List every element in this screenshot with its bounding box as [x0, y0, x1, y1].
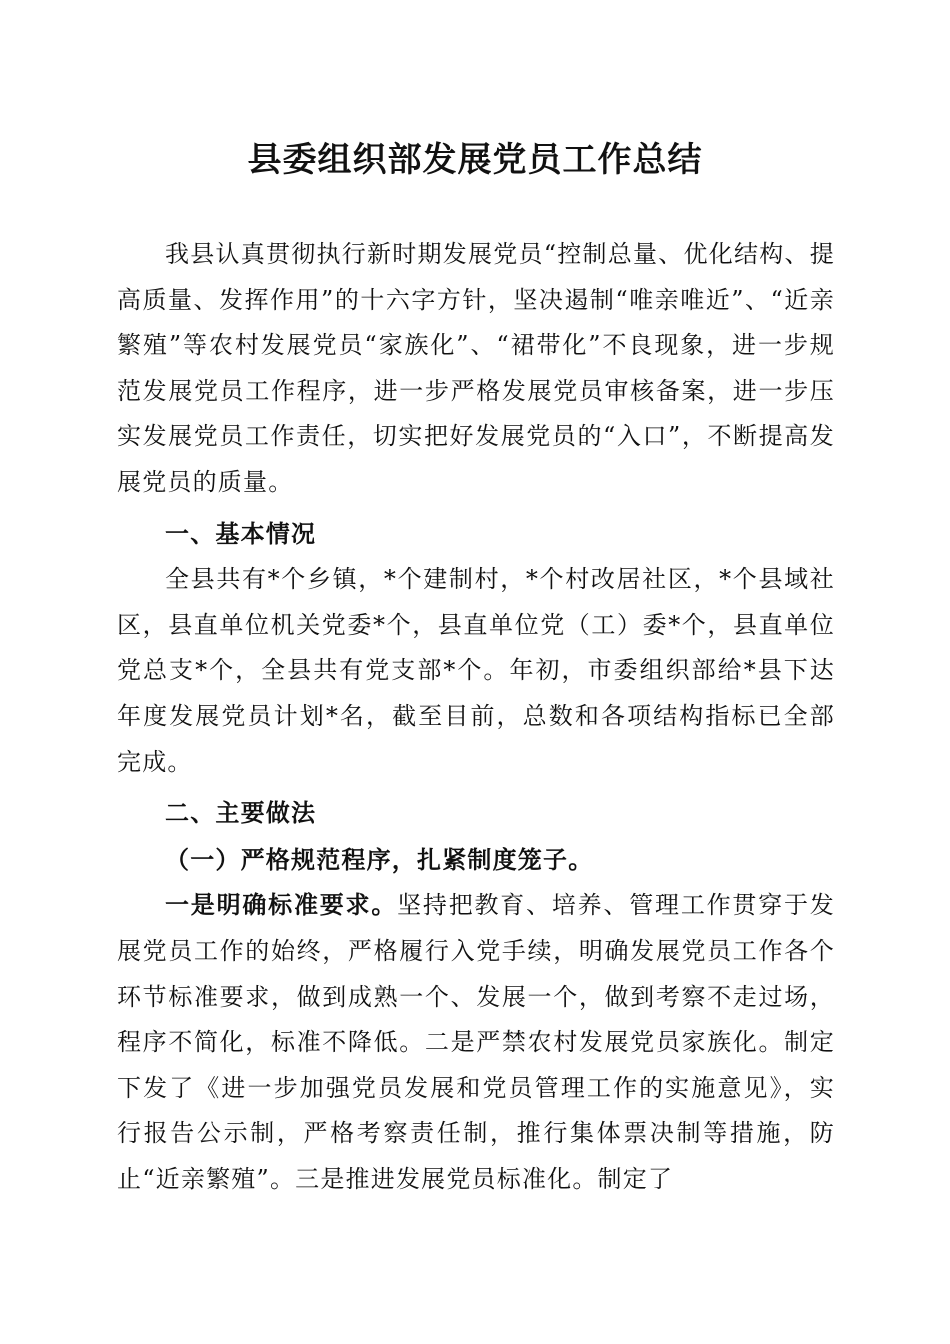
subsection-heading-standardize-procedures: （一）严格规范程序，扎紧制度笼子。 [165, 844, 594, 874]
document-title: 县委组织部发展党员工作总结 [247, 140, 703, 180]
paragraph-lead: 一是明确标准要求。 [165, 890, 398, 920]
basic-situation-paragraph: 全县共有*个乡镇，*个建制村，*个村改居社区，*个县域社区，县直单位机关党委*个，县直单位党（工）委*个，县直单位党总支*个，全县共有党支部*个。年初，市委组织部给*县下达年度发展党员计划*名，截至目前，总数和各项结构指标已全部完成。 [117, 565, 835, 776]
section-heading-main-practices: 二、主要做法 [165, 799, 317, 828]
document-body [117, 232, 835, 1202]
section-heading-basic-situation: 一、基本情况 [165, 519, 317, 548]
paragraph-text: 坚持把教育、培养、管理工作贯穿于发展党员工作的始终，严格履行入党手续，明确发展党员工作各个环节标准要求，做到成熟一个、发展一个，做到考察不走过场，程序不简化，标准不降低。二是严禁农村发展党员家族化。制定下发了《进一步加强党员发展和党员管理工作的实施意见》，实行报告公示制，严格考察责任制，推行集体票决制等措施，防止“近亲繁殖”。三是推进发展党员标准化。制定了 [117, 891, 835, 1193]
main-practices-paragraph [117, 882, 835, 1202]
intro-paragraph: 我县认真贯彻执行新时期发展党员“控制总量、优化结构、提高质量、发挥作用”的十六字方针，坚决遏制“唯亲唯近”、“近亲繁殖”等农村发展党员“家族化”、“裙带化”不良现象，进一步规范发展党员工作程序，进一步严格发展党员审核备案，进一步压实发展党员工作责任，切实把好发展党员的“入口”，不断提高发展党员的质量。 [117, 240, 835, 496]
